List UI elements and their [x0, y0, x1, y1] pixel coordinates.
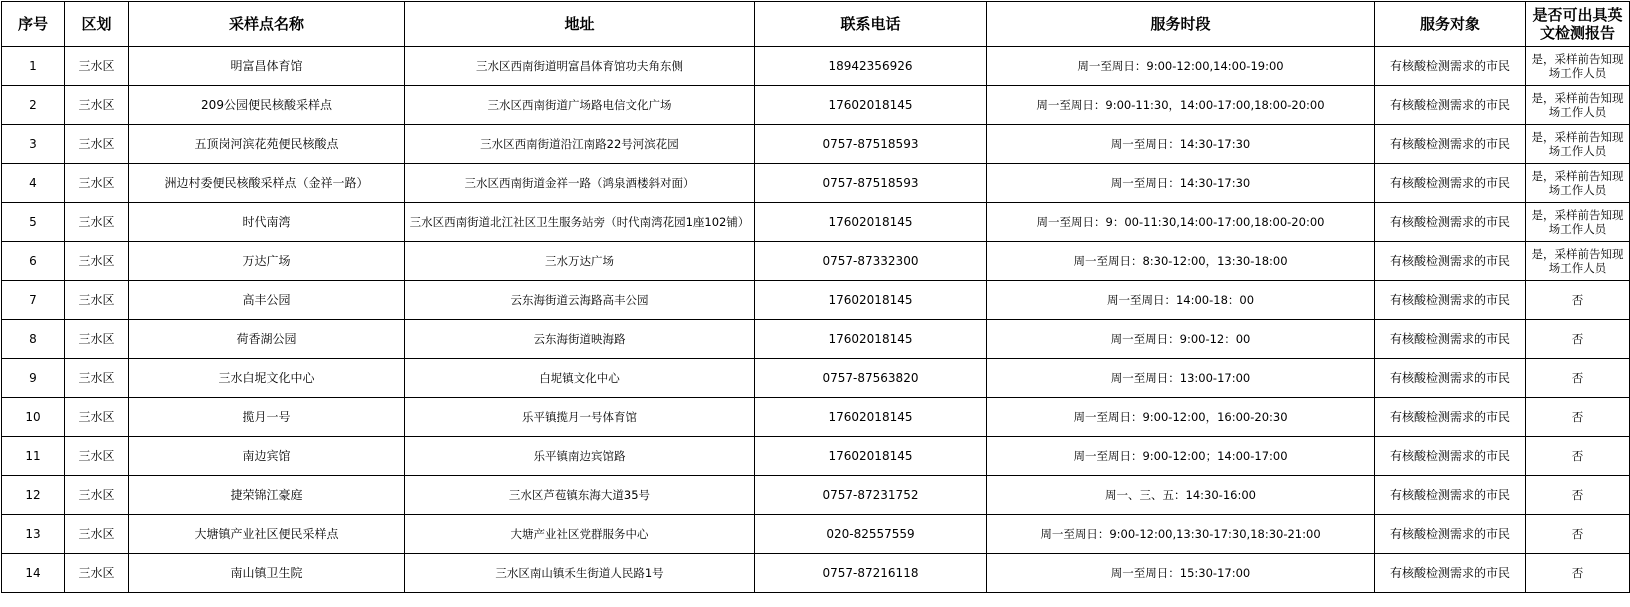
cell-site-name: 时代南湾: [129, 203, 405, 242]
cell-site-name: 揽月一号: [129, 398, 405, 437]
cell-address: 三水万达广场: [405, 242, 755, 281]
cell-address: 大塘产业社区党群服务中心: [405, 515, 755, 554]
cell-service-hours: 周一至周日：15:30-17:00: [987, 554, 1375, 593]
cell-phone: 17602018145: [755, 203, 987, 242]
table-row: [2, 359, 1630, 398]
header-english-report: 是否可出具英文检测报告: [1526, 2, 1630, 47]
cell-service-hours: 周一至周日：9:00-12:00,13:30-17:30,18:30-21:00: [987, 515, 1375, 554]
table-row: [2, 125, 1630, 164]
cell-district: 三水区: [65, 476, 129, 515]
header-index: 序号: [2, 2, 65, 47]
cell-service-target: 有核酸检测需求的市民: [1375, 515, 1526, 554]
header-phone: 联系电话: [755, 2, 987, 47]
cell-address: 三水区西南街道金祥一路（鸿泉酒楼斜对面）: [405, 164, 755, 203]
cell-phone: 0757-87518593: [755, 164, 987, 203]
cell-address: 云东海街道映海路: [405, 320, 755, 359]
cell-site-name: 南边宾馆: [129, 437, 405, 476]
cell-service-target: 有核酸检测需求的市民: [1375, 242, 1526, 281]
cell-district: 三水区: [65, 47, 129, 86]
cell-english-report: 否: [1526, 437, 1630, 476]
cell-site-name: 南山镇卫生院: [129, 554, 405, 593]
cell-index: 9: [2, 359, 65, 398]
cell-phone: 0757-87332300: [755, 242, 987, 281]
cell-phone: 020-82557559: [755, 515, 987, 554]
cell-phone: 17602018145: [755, 320, 987, 359]
cell-district: 三水区: [65, 125, 129, 164]
cell-index: 7: [2, 281, 65, 320]
cell-address: 三水区西南街道广场路电信文化广场: [405, 86, 755, 125]
cell-site-name: 洲边村委便民核酸采样点（金祥一路）: [129, 164, 405, 203]
cell-site-name: 万达广场: [129, 242, 405, 281]
cell-service-hours: 周一至周日：9:00-12:00,14:00-19:00: [987, 47, 1375, 86]
cell-phone: 17602018145: [755, 398, 987, 437]
cell-index: 6: [2, 242, 65, 281]
cell-district: 三水区: [65, 86, 129, 125]
cell-english-report: 是，采样前告知现场工作人员: [1526, 125, 1630, 164]
cell-phone: 17602018145: [755, 437, 987, 476]
cell-service-target: 有核酸检测需求的市民: [1375, 320, 1526, 359]
cell-service-target: 有核酸检测需求的市民: [1375, 281, 1526, 320]
cell-service-hours: 周一至周日：14:30-17:30: [987, 164, 1375, 203]
cell-service-hours: 周一至周日：14:30-17:30: [987, 125, 1375, 164]
table-row: [2, 242, 1630, 281]
table-row: [2, 476, 1630, 515]
header-site-name: 采样点名称: [129, 2, 405, 47]
cell-address: 三水区芦苞镇东海大道35号: [405, 476, 755, 515]
cell-district: 三水区: [65, 242, 129, 281]
cell-phone: 0757-87216118: [755, 554, 987, 593]
cell-index: 2: [2, 86, 65, 125]
cell-phone: 0757-87563820: [755, 359, 987, 398]
cell-district: 三水区: [65, 359, 129, 398]
header-district: 区划: [65, 2, 129, 47]
cell-address: 白坭镇文化中心: [405, 359, 755, 398]
cell-index: 10: [2, 398, 65, 437]
cell-address: 乐平镇南边宾馆路: [405, 437, 755, 476]
cell-english-report: 否: [1526, 476, 1630, 515]
cell-district: 三水区: [65, 515, 129, 554]
cell-service-target: 有核酸检测需求的市民: [1375, 476, 1526, 515]
cell-site-name: 捷荣锦江豪庭: [129, 476, 405, 515]
cell-index: 3: [2, 125, 65, 164]
cell-service-target: 有核酸检测需求的市民: [1375, 437, 1526, 476]
cell-service-target: 有核酸检测需求的市民: [1375, 164, 1526, 203]
table-row: [2, 515, 1630, 554]
cell-phone: 17602018145: [755, 86, 987, 125]
cell-english-report: 否: [1526, 281, 1630, 320]
cell-service-target: 有核酸检测需求的市民: [1375, 203, 1526, 242]
cell-english-report: 否: [1526, 554, 1630, 593]
cell-index: 13: [2, 515, 65, 554]
cell-address: 云东海街道云海路高丰公园: [405, 281, 755, 320]
cell-index: 14: [2, 554, 65, 593]
cell-service-target: 有核酸检测需求的市民: [1375, 554, 1526, 593]
cell-index: 5: [2, 203, 65, 242]
cell-phone: 0757-87518593: [755, 125, 987, 164]
cell-english-report: 否: [1526, 515, 1630, 554]
cell-address: 乐平镇揽月一号体育馆: [405, 398, 755, 437]
cell-service-hours: 周一至周日：9:00-11:30，14:00-17:00,18:00-20:00: [987, 86, 1375, 125]
cell-phone: 17602018145: [755, 281, 987, 320]
cell-english-report: 是，采样前告知现场工作人员: [1526, 47, 1630, 86]
cell-address: 三水区南山镇禾生街道人民路1号: [405, 554, 755, 593]
cell-service-target: 有核酸检测需求的市民: [1375, 398, 1526, 437]
table-row: [2, 86, 1630, 125]
cell-district: 三水区: [65, 398, 129, 437]
cell-service-hours: 周一至周日：13:00-17:00: [987, 359, 1375, 398]
cell-service-target: 有核酸检测需求的市民: [1375, 125, 1526, 164]
cell-phone: 18942356926: [755, 47, 987, 86]
cell-service-target: 有核酸检测需求的市民: [1375, 86, 1526, 125]
table-row: [2, 320, 1630, 359]
cell-district: 三水区: [65, 164, 129, 203]
cell-service-target: 有核酸检测需求的市民: [1375, 359, 1526, 398]
cell-english-report: 否: [1526, 320, 1630, 359]
sampling-sites-table: [1, 1, 1630, 593]
header-address: 地址: [405, 2, 755, 47]
header-service-hours: 服务时段: [987, 2, 1375, 47]
table-row: [2, 398, 1630, 437]
cell-district: 三水区: [65, 203, 129, 242]
cell-service-hours: 周一至周日：8:30-12:00，13:30-18:00: [987, 242, 1375, 281]
table-row: [2, 437, 1630, 476]
cell-service-hours: 周一至周日：9:00-12:00，16:00-20:30: [987, 398, 1375, 437]
cell-address: 三水区西南街道明富昌体育馆功夫角东侧: [405, 47, 755, 86]
cell-service-hours: 周一至周日：14:00-18：00: [987, 281, 1375, 320]
cell-district: 三水区: [65, 554, 129, 593]
cell-service-hours: 周一至周日：9：00-11:30,14:00-17:00,18:00-20:00: [987, 203, 1375, 242]
cell-index: 8: [2, 320, 65, 359]
cell-english-report: 否: [1526, 398, 1630, 437]
cell-district: 三水区: [65, 281, 129, 320]
cell-english-report: 是，采样前告知现场工作人员: [1526, 164, 1630, 203]
header-service-target: 服务对象: [1375, 2, 1526, 47]
cell-district: 三水区: [65, 437, 129, 476]
cell-index: 12: [2, 476, 65, 515]
cell-index: 11: [2, 437, 65, 476]
cell-site-name: 大塘镇产业社区便民采样点: [129, 515, 405, 554]
cell-site-name: 荷香湖公园: [129, 320, 405, 359]
cell-site-name: 三水白坭文化中心: [129, 359, 405, 398]
cell-service-target: 有核酸检测需求的市民: [1375, 47, 1526, 86]
cell-index: 4: [2, 164, 65, 203]
table-header-row: [2, 2, 1630, 47]
table-row: [2, 281, 1630, 320]
cell-site-name: 高丰公园: [129, 281, 405, 320]
table-row: [2, 554, 1630, 593]
table-row: [2, 164, 1630, 203]
cell-site-name: 五顶岗河滨花苑便民核酸点: [129, 125, 405, 164]
cell-english-report: 是，采样前告知现场工作人员: [1526, 86, 1630, 125]
cell-service-hours: 周一至周日：9:00-12:00；14:00-17:00: [987, 437, 1375, 476]
table-body: [2, 47, 1630, 593]
cell-phone: 0757-87231752: [755, 476, 987, 515]
cell-english-report: 是，采样前告知现场工作人员: [1526, 203, 1630, 242]
cell-index: 1: [2, 47, 65, 86]
cell-english-report: 是，采样前告知现场工作人员: [1526, 242, 1630, 281]
cell-english-report: 否: [1526, 359, 1630, 398]
cell-service-hours: 周一、三、五：14:30-16:00: [987, 476, 1375, 515]
cell-service-hours: 周一至周日：9:00-12：00: [987, 320, 1375, 359]
cell-site-name: 明富昌体育馆: [129, 47, 405, 86]
cell-address: 三水区西南街道沿江南路22号河滨花园: [405, 125, 755, 164]
table-row: [2, 203, 1630, 242]
table-row: [2, 47, 1630, 86]
cell-site-name: 209公园便民核酸采样点: [129, 86, 405, 125]
cell-address: 三水区西南街道北江社区卫生服务站旁（时代南湾花园1座102铺）: [405, 203, 755, 242]
cell-district: 三水区: [65, 320, 129, 359]
